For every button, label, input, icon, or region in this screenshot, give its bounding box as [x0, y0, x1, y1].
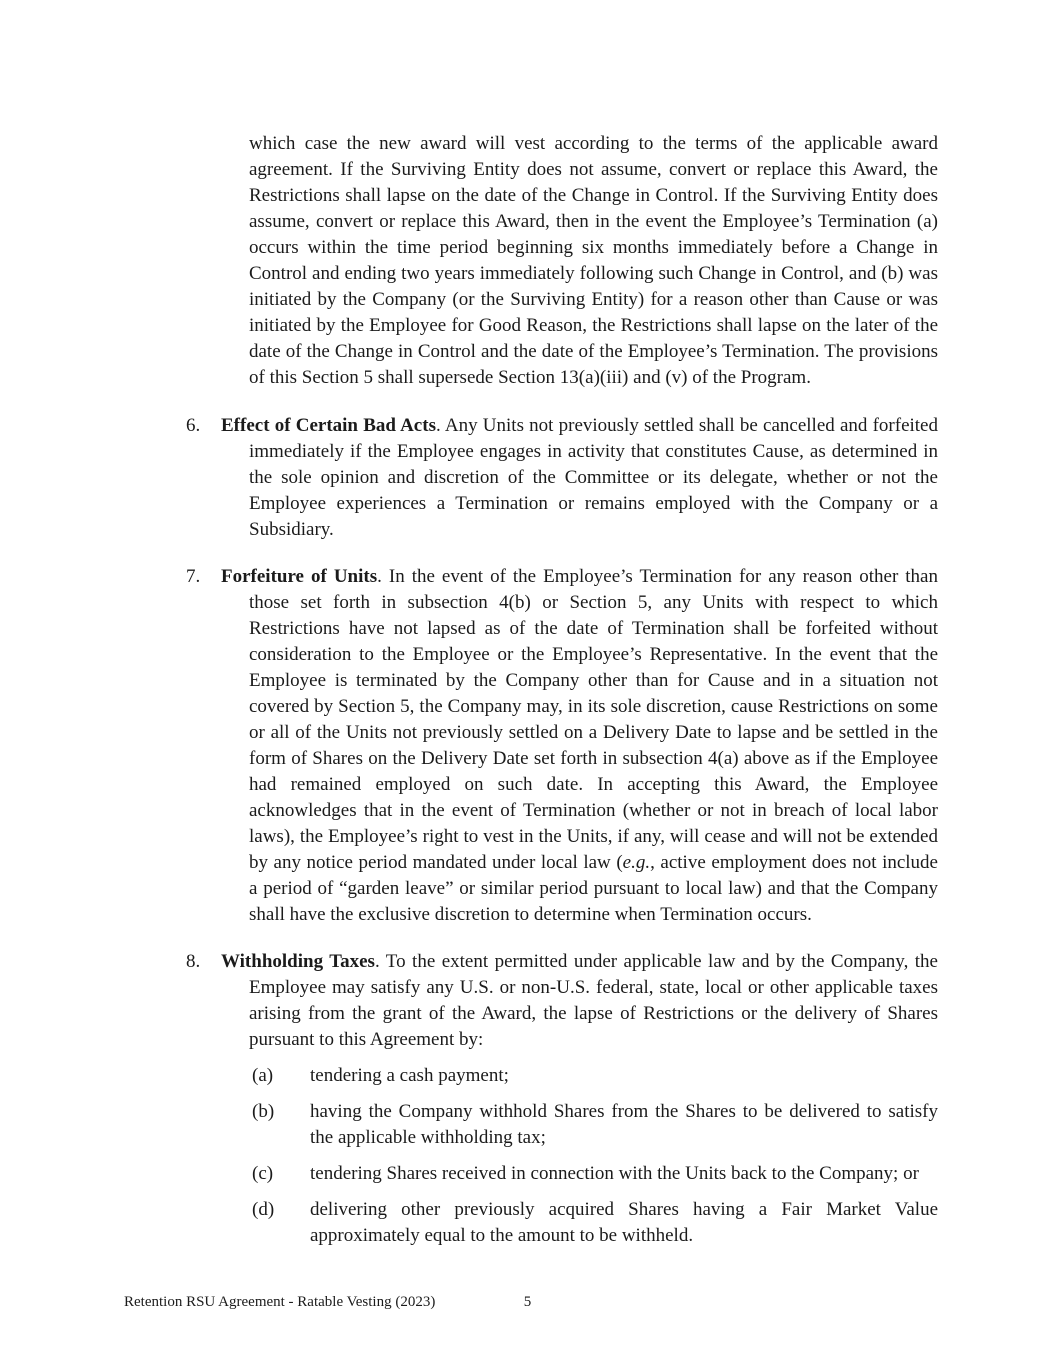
footer-document-title: Retention RSU Agreement - Ratable Vesting (2023) — [124, 1294, 436, 1310]
footer-page-number: 5 — [523, 1294, 532, 1310]
list-item-b — [252, 1099, 938, 1151]
section-6-body: . Any Units not previously settled shall be cancelled and forfeited immediately if the Employee engages in activity that constitutes Cause, as determined in the sole opinion and discretion of the Committee or its delegate, whether or not the Employee experiences a Termination or remains employed with the Company or a Subsidiary. — [249, 415, 938, 540]
section-8-number: 8. — [186, 951, 201, 972]
list-item-d — [252, 1197, 938, 1249]
list-item-b-label: (b) — [252, 1101, 275, 1122]
section-7-body-continued: , active employment does not include a period of “garden leave” or similar period pursuant to local law) and that the Company shall have the exclusive discretion to determine when Termination occurs. — [249, 852, 938, 925]
list-item-c-text: tendering Shares received in connection with the Units back to the Company; or — [310, 1163, 919, 1184]
section-6-heading: Effect of Certain Bad Acts — [221, 415, 436, 436]
list-item-c — [252, 1161, 938, 1187]
section-7-heading: Forfeiture of Units — [221, 566, 378, 587]
section-7 — [186, 564, 938, 928]
list-item-a-text: tendering a cash payment; — [310, 1065, 509, 1086]
section-8-heading: Withholding Taxes — [221, 951, 375, 972]
section-7-italic-term: e.g. — [622, 852, 651, 873]
section-6-number: 6. — [186, 415, 201, 436]
withholding-options-list — [124, 1063, 938, 1249]
list-item-d-text: delivering other previously acquired Shares having a Fair Market Value approximately equal to the amount to be withheld. — [310, 1199, 938, 1246]
section-7-number: 7. — [186, 566, 201, 587]
list-item-a — [252, 1063, 938, 1089]
continuation-paragraph: which case the new award will vest according to the terms of the applicable award agreement. If the Surviving Entity does not assume, convert or replace this Award, the Restrictions shall lapse on the date of the Change in Control. If the Surviving Entity does assume, convert or replace this Award, then in the event the Employee’s Termination (a) occurs within the time period beginning six months immediately before a Change in Control and ending two years immediately following such Change in Control, and (b) was initiated by the Company (or the Surviving Entity) for a reason other than Cause or was initiated by the Employee for Good Reason, the Restrictions shall lapse on the later of the date of the Change in Control and the date of the Employee’s Termination. The provisions of this Section 5 shall supersede Section 13(a)(iii) and (v) of the Program. — [249, 133, 938, 388]
section-8 — [186, 949, 938, 1053]
list-item-b-text: having the Company withhold Shares from the Shares to be delivered to satisfy the applicable withholding tax; — [310, 1101, 938, 1148]
list-item-c-label: (c) — [252, 1163, 274, 1184]
list-item-a-label: (a) — [252, 1065, 274, 1086]
list-item-d-label: (d) — [252, 1199, 275, 1220]
page-body — [124, 131, 938, 1259]
section-8-body: . To the extent permitted under applicable law and by the Company, the Employee may satisfy any U.S. or non-U.S. federal, state, local or other applicable taxes arising from the grant of the Award, the lapse of Restrictions or the delivery of Shares pursuant to this Agreement by: — [249, 951, 938, 1050]
section-7-body: . In the event of the Employee’s Termination for any reason other than those set forth in subsection 4(b) or Section 5, any Units with respect to which Restrictions have not lapsed as of the date of Termination shall be forfeited without consideration to the Employee or the Employee’s Representative. In the event that the Employee is terminated by the Company other than for Cause and in a situation not covered by Section 5, the Company may, in its sole discretion, cause Restrictions on some or all of the Units not previously settled on a Delivery Date to lapse and be settled in the form of Shares on the Delivery Date set forth in subsection 4(a) above as if the Employee had remained employed on such date. In accepting this Award, the Employee acknowledges that in the event of Termination (whether or not in breach of local labor laws), the Employee’s right to vest in the Units, if any, will cease and will not be extended by any notice period mandated under local law ( — [249, 566, 938, 873]
section-6 — [186, 413, 938, 543]
